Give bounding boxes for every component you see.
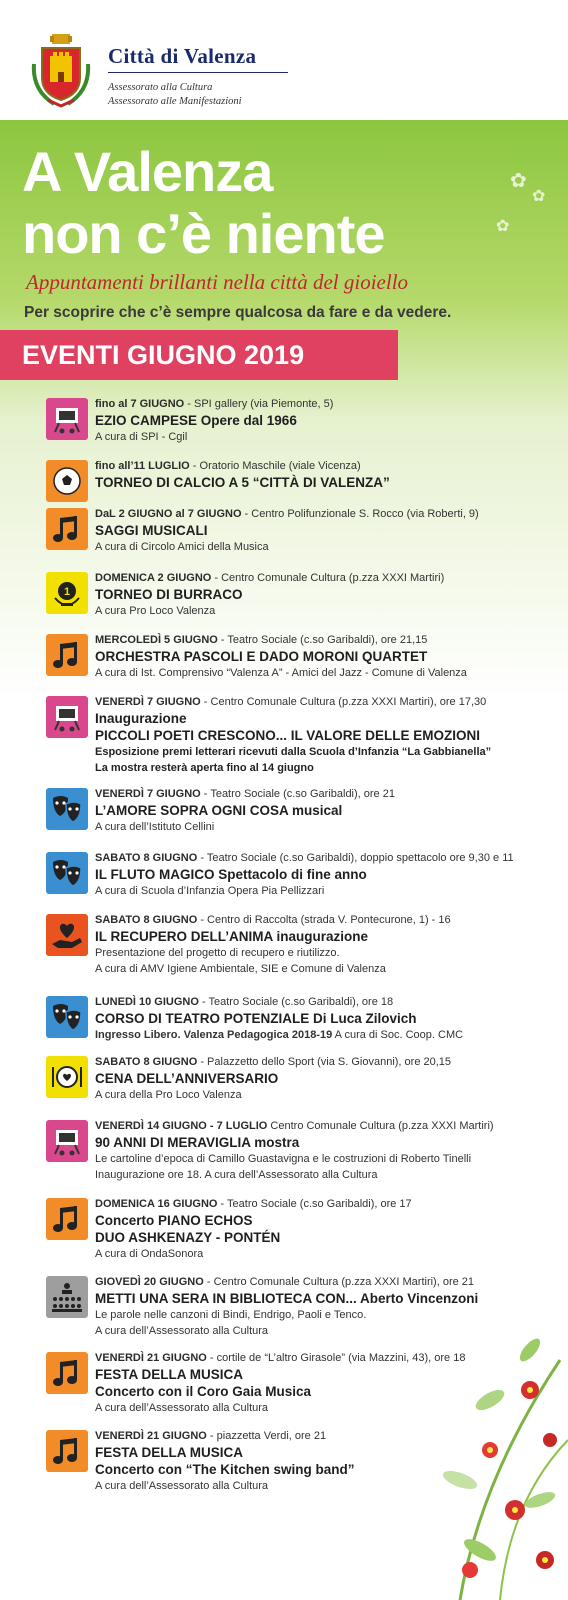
event-note: Le cartoline d’epoca di Camillo Guastavigna e le costruzioni di Roberto Tinelli <box>95 1153 472 1165</box>
event-location: Centro Comunale Cultura (p.zza XXXI Martiri) <box>267 1120 494 1132</box>
event-subtitle: DUO ASHKENAZY - PONTÉN <box>95 1230 281 1245</box>
hero-subtitle: Appuntamenti brillanti nella città del gioiello <box>26 270 409 294</box>
event-subtitle: Concerto con “The Kitchen swing band” <box>95 1462 355 1477</box>
event-details <box>95 1054 555 1103</box>
event-title: CORSO DI TEATRO POTENZIALE Di Luca Zilovich <box>95 1011 417 1026</box>
event-note: A cura di AMV Igiene Ambientale, SIE e Comune di Valenza <box>95 963 386 975</box>
event-details <box>95 1350 555 1416</box>
event-date: VENERDÌ 7 GIUGNO <box>95 788 201 800</box>
header <box>0 0 568 120</box>
event-meta <box>95 850 555 866</box>
music-note-icon <box>46 1198 88 1240</box>
coat-of-arms-icon <box>30 34 92 108</box>
event-title: FESTA DELLA MUSICA <box>95 1445 243 1460</box>
event-details <box>95 570 555 619</box>
music-note-icon <box>46 1352 88 1394</box>
event-details <box>95 994 555 1043</box>
event-location: - SPI gallery (via Piemonte, 5) <box>184 398 334 410</box>
event-meta <box>95 570 555 586</box>
department-culture: Assessorato alla Cultura <box>108 82 213 93</box>
event-title: FESTA DELLA MUSICA <box>95 1367 243 1382</box>
football-icon <box>46 460 88 502</box>
theatre-masks-icon <box>46 852 88 894</box>
event-meta <box>95 786 555 802</box>
events-banner: EVENTI GIUGNO 2019 <box>0 330 398 380</box>
event-meta <box>95 396 555 412</box>
event-meta <box>95 1196 555 1212</box>
dinner-plate-icon <box>46 1056 88 1098</box>
event-note: A cura di Ist. Comprensivo “Valenza A” - Amici del Jazz - Comune di Valenza <box>95 667 467 679</box>
first-place-icon <box>46 572 88 614</box>
event-date: GIOVEDÌ 20 GIUGNO <box>95 1276 204 1288</box>
department-events: Assessorato alle Manifestazioni <box>108 96 242 107</box>
event-details <box>95 1118 555 1183</box>
event-location: - Centro Comunale Cultura (p.zza XXXI Martiri) <box>211 572 445 584</box>
event-date: DaL 2 GIUGNO al 7 GIUGNO <box>95 508 242 520</box>
event-details <box>95 786 555 835</box>
event-location: - Teatro Sociale (c.so Garibaldi), ore 17 <box>217 1198 412 1210</box>
event-note: A cura dell’Assessorato alla Cultura <box>95 1480 269 1492</box>
event-title: Inaugurazione <box>95 711 187 726</box>
divider <box>108 72 288 73</box>
event-meta <box>95 694 555 710</box>
music-note-icon <box>46 508 88 550</box>
event-note: Inaugurazione ore 18. A cura dell’Assessorato alla Cultura <box>95 1169 378 1181</box>
butterfly-icon: ✿ <box>496 218 510 235</box>
event-meta <box>95 632 555 648</box>
event-meta <box>95 1118 555 1134</box>
event-location: - piazzetta Verdi, ore 21 <box>206 1430 327 1442</box>
event-subtitle: PICCOLI POETI CRESCONO... IL VALORE DELLE EMOZIONI <box>95 728 481 743</box>
event-date: LUNEDÌ 10 GIUGNO <box>95 996 199 1008</box>
event-note: A cura dell’Assessorato alla Cultura <box>95 1402 269 1414</box>
hero-title-line1: A Valenza <box>22 140 273 203</box>
event-title: ORCHESTRA PASCOLI E DADO MORONI QUARTET <box>95 649 428 664</box>
event-note: A cura Pro Loco Valenza <box>95 605 216 617</box>
event-meta <box>95 1350 555 1366</box>
event-details <box>95 694 555 776</box>
event-title: 90 ANNI DI MERAVIGLIA mostra <box>95 1135 300 1150</box>
exhibition-icon <box>46 1120 88 1162</box>
event-title: L’AMORE SOPRA OGNI COSA musical <box>95 803 343 818</box>
event-title: CENA DELL’ANNIVERSARIO <box>95 1071 279 1086</box>
event-location: - Teatro Sociale (c.so Garibaldi), ore 21,15 <box>217 634 428 646</box>
event-date: VENERDÌ 14 GIUGNO - 7 LUGLIO <box>95 1120 268 1132</box>
event-date: MERCOLEDÌ 5 GIUGNO <box>95 634 218 646</box>
event-highlight: La mostra resterà aperta fino al 14 giugno <box>95 762 314 774</box>
event-date: VENERDÌ 21 GIUGNO <box>95 1352 207 1364</box>
event-date: SABATO 8 GIUGNO <box>95 1056 198 1068</box>
event-note: Le parole nelle canzoni di Bindi, Endrigo, Paoli e Tenco. <box>95 1309 367 1321</box>
event-meta <box>95 1274 555 1290</box>
event-highlight: Ingresso Libero. Valenza Pedagogica 2018-19 <box>95 1029 333 1041</box>
heart-hand-icon <box>46 914 88 956</box>
event-meta <box>95 1428 555 1444</box>
event-note: A cura dell’Istituto Cellini <box>95 821 215 833</box>
event-details <box>95 912 555 977</box>
event-date: fino al 7 GIUGNO <box>95 398 185 410</box>
event-location: - Palazzetto dello Sport (via S. Giovanni), ore 20,15 <box>197 1056 452 1068</box>
event-meta <box>95 458 555 474</box>
event-title: IL RECUPERO DELL’ANIMA inaugurazione <box>95 929 369 944</box>
event-note: A cura della Pro Loco Valenza <box>95 1089 242 1101</box>
event-location: - Centro Comunale Cultura (p.zza XXXI Martiri), ore 21 <box>203 1276 475 1288</box>
event-details <box>95 1196 555 1262</box>
event-date: DOMENICA 16 GIUGNO <box>95 1198 218 1210</box>
event-subtitle: Concerto con il Coro Gaia Musica <box>95 1384 312 1399</box>
event-date: SABATO 8 GIUGNO <box>95 852 198 864</box>
event-details <box>95 632 555 681</box>
event-details <box>95 1428 555 1494</box>
event-title: TORNEO DI BURRACO <box>95 587 243 602</box>
event-note: A cura dell’Assessorato alla Cultura <box>95 1325 269 1337</box>
event-location: - Teatro Sociale (c.so Garibaldi), doppio spettacolo ore 9,30 e 11 <box>197 852 514 864</box>
event-title: EZIO CAMPESE Opere dal 1966 <box>95 413 297 428</box>
event-meta <box>95 912 555 928</box>
event-meta <box>95 1054 555 1070</box>
event-note <box>95 1027 555 1043</box>
event-organizer: A cura di Soc. Coop. CMC <box>332 1029 464 1041</box>
conference-icon <box>46 1276 88 1318</box>
event-date: SABATO 8 GIUGNO <box>95 914 198 926</box>
event-highlight: Esposizione premi letterari ricevuti dalla Scuola d’Infanzia “La Gabbianella” <box>95 746 492 758</box>
exhibition-icon <box>46 398 88 440</box>
event-date: VENERDÌ 7 GIUGNO <box>95 696 201 708</box>
event-note: A cura di OndaSonora <box>95 1248 204 1260</box>
event-title: IL FLUTO MAGICO Spettacolo di fine anno <box>95 867 367 882</box>
event-note: Presentazione del progetto di recupero e riutilizzo. <box>95 947 340 959</box>
event-details <box>95 506 555 555</box>
event-details <box>95 458 555 491</box>
event-title: SAGGI MUSICALI <box>95 523 208 538</box>
theatre-masks-icon <box>46 996 88 1038</box>
city-name: Città di Valenza <box>108 44 257 68</box>
event-meta <box>95 994 555 1010</box>
event-location: - cortile de “L’altro Girasole” (via Mazzini, 43), ore 18 <box>206 1352 466 1364</box>
event-location: - Oratorio Maschile (viale Vicenza) <box>189 460 361 472</box>
svg-text:1: 1 <box>63 586 71 598</box>
event-title: METTI UNA SERA IN BIBLIOTECA CON... Aberto Vincenzoni <box>95 1291 479 1306</box>
butterfly-icon: ✿ <box>510 170 527 192</box>
event-note: A cura di Scuola d’Infanzia Opera Pia Pellizzari <box>95 885 325 897</box>
event-title: TORNEO DI CALCIO A 5 “CITTÀ DI VALENZA” <box>95 475 390 490</box>
exhibition-icon <box>46 696 88 738</box>
event-note: A cura di Circolo Amici della Musica <box>95 541 269 553</box>
event-note: A cura di SPI - Cgil <box>95 431 188 443</box>
music-note-icon <box>46 1430 88 1472</box>
event-details <box>95 396 555 445</box>
event-location: - Centro di Raccolta (strada V. Pontecurone, 1) - 16 <box>197 914 451 926</box>
hero-tagline: Per scoprire che c’è sempre qualcosa da fare e da vedere. <box>24 304 452 321</box>
event-date: VENERDÌ 21 GIUGNO <box>95 1430 207 1442</box>
event-location: - Centro Comunale Cultura (p.zza XXXI Martiri), ore 17,30 <box>200 696 487 708</box>
music-note-icon <box>46 634 88 676</box>
hero-title-line2: non c’è niente <box>22 202 385 265</box>
event-location: - Centro Polifunzionale S. Rocco (via Roberti, 9) <box>241 508 479 520</box>
event-date: fino all’11 LUGLIO <box>95 460 190 472</box>
event-details <box>95 1274 555 1339</box>
event-location: - Teatro Sociale (c.so Garibaldi), ore 18 <box>198 996 394 1008</box>
event-title: Concerto PIANO ECHOS <box>95 1213 253 1228</box>
event-meta <box>95 506 555 522</box>
theatre-masks-icon <box>46 788 88 830</box>
event-details <box>95 850 555 899</box>
event-date: DOMENICA 2 GIUGNO <box>95 572 212 584</box>
butterfly-icon: ✿ <box>532 188 546 205</box>
event-location: - Teatro Sociale (c.so Garibaldi), ore 21 <box>200 788 395 800</box>
